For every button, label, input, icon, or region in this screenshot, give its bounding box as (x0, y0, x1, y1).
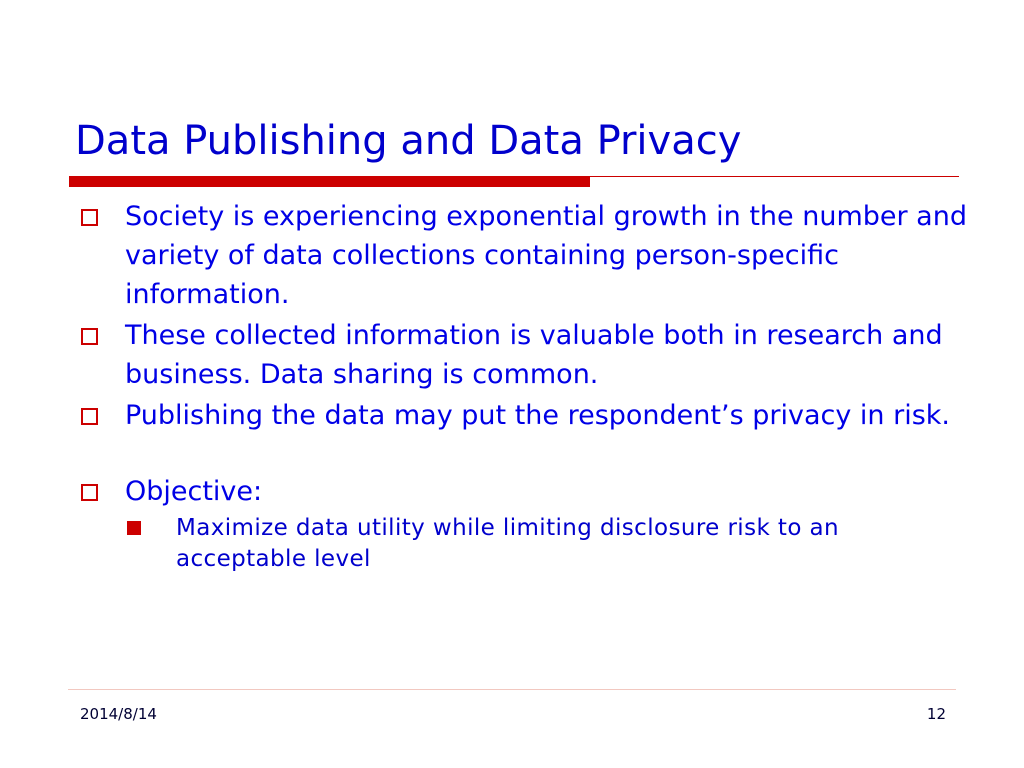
footer-divider (68, 689, 956, 690)
bullet-item (72, 472, 972, 511)
bullet-item (72, 197, 972, 314)
slide-title: Data Publishing and Data Privacy (75, 118, 742, 164)
hollow-square-bullet-icon (81, 408, 98, 425)
bullet-text: These collected information is valuable both in research and business. Data sharing is common. (125, 320, 943, 390)
slide-body (72, 197, 972, 575)
sub-bullet-item (72, 513, 972, 575)
bullet-item (72, 396, 972, 435)
bullet-item (72, 316, 972, 394)
bullet-text: Objective: (125, 476, 263, 507)
hollow-square-bullet-icon (81, 209, 98, 226)
filled-square-bullet-icon (127, 521, 141, 535)
title-underline-thin (590, 176, 959, 177)
footer-date: 2014/8/14 (80, 705, 157, 723)
bullet-text: Society is experiencing exponential growth in the number and variety of data collections containing person-specific information. (125, 201, 967, 310)
hollow-square-bullet-icon (81, 328, 98, 345)
bullet-text: Publishing the data may put the respondent’s privacy in risk. (125, 400, 950, 431)
hollow-square-bullet-icon (81, 484, 98, 501)
title-underline-thick (69, 176, 590, 187)
page-number: 12 (926, 705, 946, 723)
sub-bullet-text: Maximize data utility while limiting disclosure risk to an acceptable level (176, 515, 839, 572)
